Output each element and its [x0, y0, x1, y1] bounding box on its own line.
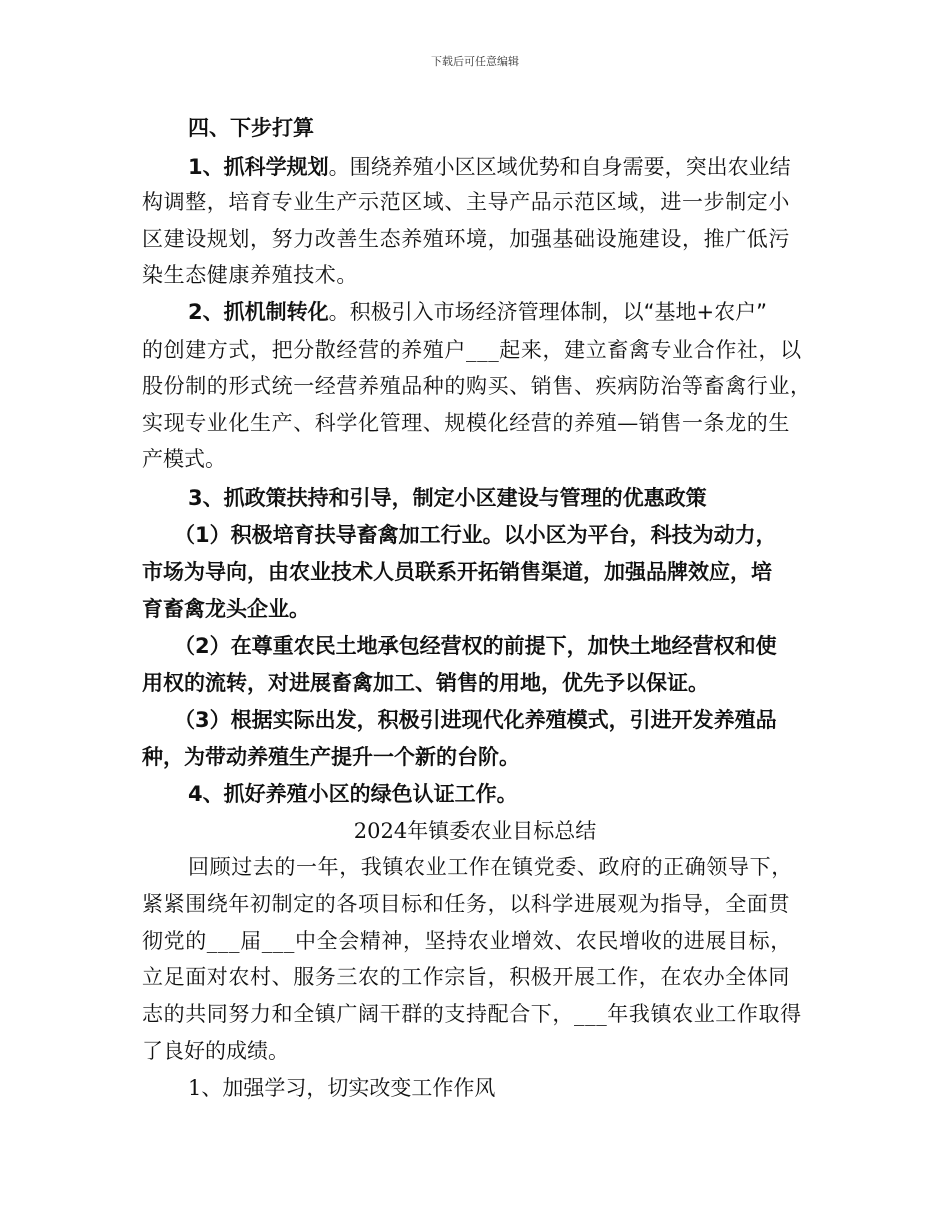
paragraph-line: 志的共同努力和全镇广阔干群的支持配合下，___年我镇农业工作取得 — [142, 1002, 802, 1026]
item-heading: 2、抓机制转化 — [188, 300, 329, 324]
paragraph-line: 构调整，培育专业生产示范区域、主导产品示范区域，进一步制定小 — [142, 190, 790, 214]
item-text: 。围绕养殖小区区域优势和自身需要，突出农业结 — [328, 155, 791, 179]
page-header-note: 下载后可任意编辑 — [431, 55, 519, 68]
paragraph-line: 区建设规划，努力改善生态养殖环境，加强基础设施建设，推广低污 — [142, 227, 790, 251]
item-heading: 1、抓科学规划 — [188, 155, 329, 179]
paragraph-line: 市场为导向，由农业技术人员联系开拓销售渠道，加强品牌效应，培 — [142, 560, 772, 584]
paragraph-line: 实现专业化生产、科学化管理、规模化经营的养殖—销售一条龙的生 — [142, 411, 790, 435]
paragraph-line: 种，为带动养殖生产提升一个新的台阶。 — [142, 745, 520, 769]
item-heading: 4、抓好养殖小区的绿色认证工作。 — [188, 782, 518, 806]
paragraph-line — [188, 297, 767, 327]
paragraph-line: 股份制的形式统一经营养殖品种的购买、销售、疾病防治等畜禽行业， — [142, 374, 812, 398]
paragraph-line: 立足面对农村、服务三农的工作宗旨，积极开展工作，在农办全体同 — [142, 965, 790, 989]
section-heading: 四、下步打算 — [188, 116, 314, 140]
paragraph-line: 育畜禽龙头企业。 — [142, 597, 310, 621]
item-text: 。积极引入市场经济管理体制，以“基地+农户” — [328, 300, 767, 324]
paragraph-line: （2）在尊重农民土地承包经营权的前提下，加快土地经营权和使 — [174, 634, 777, 658]
paragraph-line: 回顾过去的一年，我镇农业工作在镇党委、政府的正确领导下， — [188, 855, 793, 879]
paragraph-line: 彻党的___届___中全会精神，坚持农业增效、农民增收的进展目标， — [142, 929, 792, 953]
paragraph-line: 了良好的成绩。 — [142, 1039, 289, 1063]
document-title: 2024年镇委农业目标总结 — [353, 819, 597, 843]
paragraph-line: 紧紧围绕年初制定的各项目标和任务，以科学进展观为指导，全面贯 — [142, 892, 790, 916]
paragraph-line — [188, 152, 791, 182]
paragraph-line: （3）根据实际出发，积极引进现代化养殖模式，引进开发养殖品 — [174, 708, 777, 732]
paragraph-line: 产模式。 — [142, 447, 226, 471]
item-heading: 1、加强学习，切实改变工作作风 — [188, 1076, 496, 1100]
paragraph-line: 的创建方式，把分散经营的养殖户___起来，建立畜禽专业合作社，以 — [142, 338, 802, 362]
paragraph-line: 用权的流转，对进展畜禽加工、销售的用地，优先予以保证。 — [142, 671, 709, 695]
paragraph-line: 染生态健康养殖技术。 — [142, 263, 358, 287]
item-heading: 3、抓政策扶持和引导，制定小区建设与管理的优惠政策 — [188, 486, 707, 510]
paragraph-line: （1）积极培育扶导畜禽加工行业。以小区为平台，科技为动力， — [174, 523, 777, 547]
